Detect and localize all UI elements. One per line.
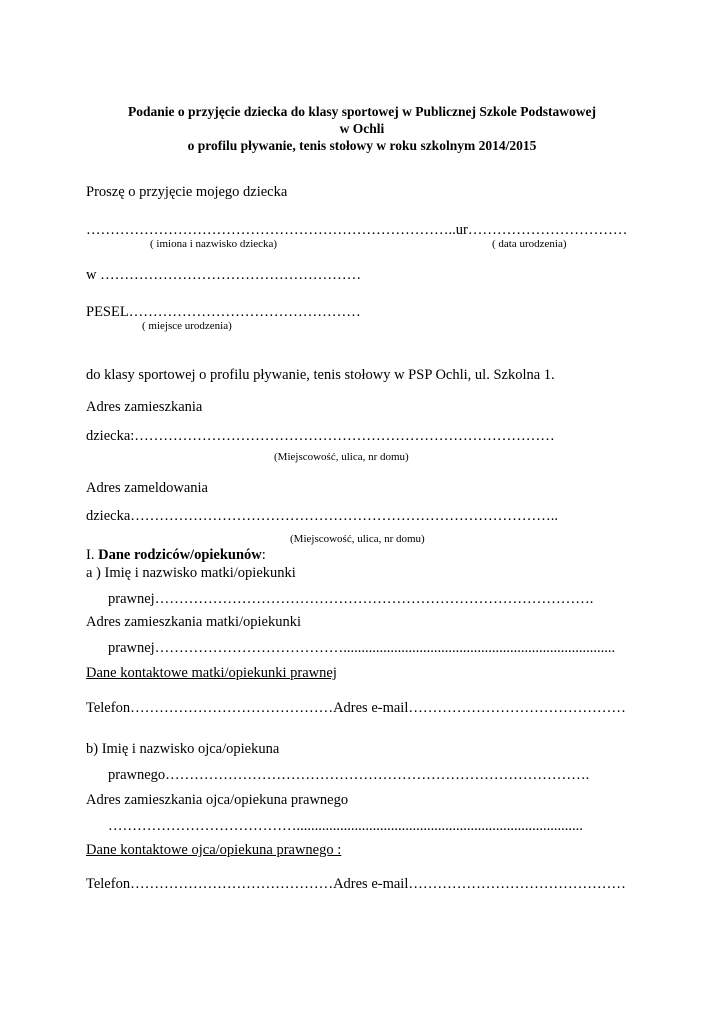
child-birthplace-hint: ( miejsce urodzenia) [142, 320, 232, 332]
registration-label: Adres zameldowania [86, 480, 208, 496]
residence-hint: (Miejscowość, ulica, nr domu) [274, 451, 409, 463]
father-contact-heading: Dane kontaktowe ojca/opiekuna prawnego : [86, 842, 342, 858]
father-address-field[interactable]: …………………………………............................................................................... [108, 818, 583, 834]
mother-address-field[interactable]: prawnej…………………………………........................................................................... [108, 640, 616, 656]
child-pesel-field[interactable]: PESEL………………………………………… [86, 304, 361, 320]
father-phone-email-field[interactable]: Telefon……………………………………Adres e-mail……………………………………… [86, 876, 626, 892]
form-title-line-2: w Ochli [339, 121, 385, 136]
child-registration-field[interactable]: dziecka…………………………………………………………………………….. [86, 508, 559, 524]
form-title-line-1: Podanie o przyjęcie dziecka do klasy sportowej w Publicznej Szkole Podstawowej [128, 104, 596, 119]
father-address-label: Adres zamieszkania ojca/opiekuna prawnego [86, 792, 349, 808]
mother-address-label: Adres zamieszkania matki/opiekunki [86, 614, 302, 630]
parents-section-colon: : [261, 547, 266, 563]
father-name-field[interactable]: prawnego……………………………………………………………………………. [108, 767, 590, 783]
form-title-line-3: o profilu pływanie, tenis stołowy w roku szkolnym 2014/2015 [187, 138, 537, 153]
parents-section-title: Dane rodziców/opiekunów [98, 547, 262, 563]
residence-label: Adres zamieszkania [86, 399, 203, 415]
intro-text: Proszę o przyjęcie mojego dziecka [86, 184, 288, 200]
mother-name-label: a ) Imię i nazwisko matki/opiekunki [86, 565, 296, 581]
registration-hint: (Miejscowość, ulica, nr domu) [290, 533, 425, 545]
mother-name-field[interactable]: prawnej………………………………………………………………………………. [108, 591, 594, 607]
father-name-label: b) Imię i nazwisko ojca/opiekuna [86, 741, 280, 757]
child-name-dob-field[interactable]: …………………………………………………………………..ur…………………………… [86, 222, 628, 238]
mother-phone-email-field[interactable]: Telefon……………………………………Adres e-mail……………………………………… [86, 700, 626, 716]
child-residence-field[interactable]: dziecka:…………………………………………………………………………… [86, 428, 555, 444]
mother-contact-heading: Dane kontaktowe matki/opiekunki prawnej [86, 665, 337, 681]
class-description: do klasy sportowej o profilu pływanie, tenis stołowy w PSP Ochli, ul. Szkolna 1. [86, 367, 555, 383]
child-name-hint: ( imiona i nazwisko dziecka) [150, 238, 278, 250]
child-dob-hint: ( data urodzenia) [492, 238, 567, 250]
parents-section-number: I. [86, 547, 95, 563]
child-birthplace-field[interactable]: w ……………………………………………… [86, 267, 362, 283]
parents-section-heading [86, 547, 266, 564]
